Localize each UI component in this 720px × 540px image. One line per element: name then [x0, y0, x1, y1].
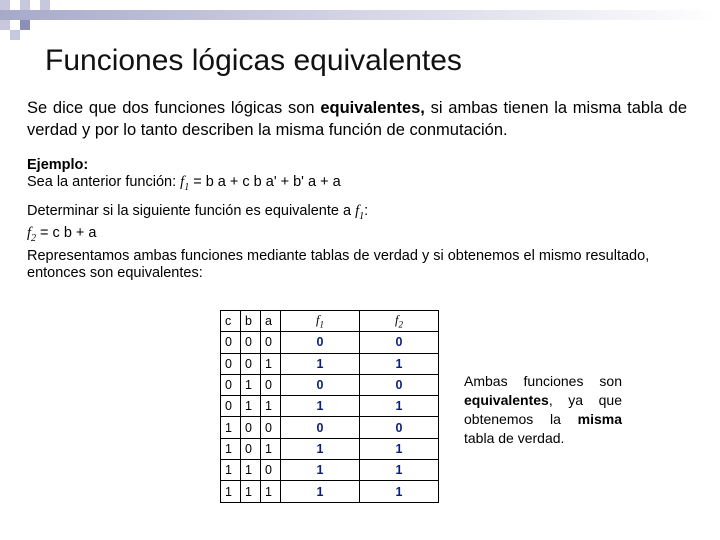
- header-b: b: [241, 311, 261, 332]
- conclusion-text: Ambas funciones son equivalentes, ya que obtenemos la misma tabla de verdad.: [464, 373, 622, 446]
- table-row: [221, 353, 439, 374]
- cell-f1: 0: [281, 374, 360, 395]
- cell-a: 1: [261, 353, 281, 374]
- cell-c: 1: [221, 460, 241, 481]
- cell-c: 0: [221, 332, 241, 353]
- header-f2: $f_2$: [360, 311, 439, 332]
- cell-f2: 1: [360, 353, 439, 374]
- determine-block: [27, 203, 368, 247]
- cell-f2: 0: [360, 374, 439, 395]
- page-title: Funciones lógicas equivalentes: [45, 44, 462, 77]
- table-row: [221, 460, 439, 481]
- table-row: [221, 332, 439, 353]
- cell-f2: 1: [360, 460, 439, 481]
- example-line: Sea la anterior función: $f_1 = b$ a + c b a' + b' a + a: [27, 174, 341, 193]
- table-row: [221, 417, 439, 438]
- cell-a: 0: [261, 460, 281, 481]
- cell-b: 0: [241, 353, 261, 374]
- table-row: [221, 374, 439, 395]
- cell-b: 1: [241, 460, 261, 481]
- example-block: [27, 157, 341, 196]
- determine-line: Determinar si la siguiente función es equivalente a $f_1$:: [27, 203, 369, 222]
- cell-f2: 0: [360, 417, 439, 438]
- example-heading: Ejemplo:: [27, 157, 89, 173]
- cell-f1: 1: [281, 460, 360, 481]
- cell-f2: 0: [360, 332, 439, 353]
- cell-f1: 1: [281, 481, 360, 502]
- cell-f1: 0: [281, 417, 360, 438]
- header-gradient-bar: [0, 10, 720, 20]
- cell-a: 0: [261, 417, 281, 438]
- cell-a: 0: [261, 332, 281, 353]
- cell-f2: 1: [360, 438, 439, 459]
- cell-f1: 1: [281, 396, 360, 417]
- table-row: [221, 481, 439, 502]
- cell-c: 1: [221, 417, 241, 438]
- cell-b: 0: [241, 332, 261, 353]
- header-f1: $f_1$: [281, 311, 360, 332]
- cell-b: 1: [241, 374, 261, 395]
- header-c: c: [221, 311, 241, 332]
- cell-a: 1: [261, 396, 281, 417]
- cell-b: 1: [241, 481, 261, 502]
- cell-a: 0: [261, 374, 281, 395]
- table-header-row: [221, 311, 439, 332]
- cell-b: 0: [241, 417, 261, 438]
- intro-paragraph: Se dice que dos funciones lógicas son equivalentes, si ambas tienen la misma tabla de verdad y por lo tanto describen la misma función de conmutación.: [27, 99, 687, 139]
- table-row: [221, 438, 439, 459]
- cell-c: 1: [221, 481, 241, 502]
- cell-b: 1: [241, 396, 261, 417]
- truth-table: [220, 310, 439, 503]
- cell-c: 1: [221, 438, 241, 459]
- cell-a: 1: [261, 438, 281, 459]
- f2-definition: $f_2 = c$ b + a: [27, 224, 97, 244]
- cell-f1: 1: [281, 353, 360, 374]
- cell-c: 0: [221, 353, 241, 374]
- header-a: a: [261, 311, 281, 332]
- cell-c: 0: [221, 396, 241, 417]
- cell-a: 1: [261, 481, 281, 502]
- cell-f2: 1: [360, 396, 439, 417]
- table-row: [221, 396, 439, 417]
- cell-c: 0: [221, 374, 241, 395]
- represent-paragraph: Representamos ambas funciones mediante tablas de verdad y si obtenemos el mismo resultado, entonces son equivalentes:: [27, 248, 650, 281]
- cell-b: 0: [241, 438, 261, 459]
- cell-f1: 0: [281, 332, 360, 353]
- cell-f1: 1: [281, 438, 360, 459]
- cell-f2: 1: [360, 481, 439, 502]
